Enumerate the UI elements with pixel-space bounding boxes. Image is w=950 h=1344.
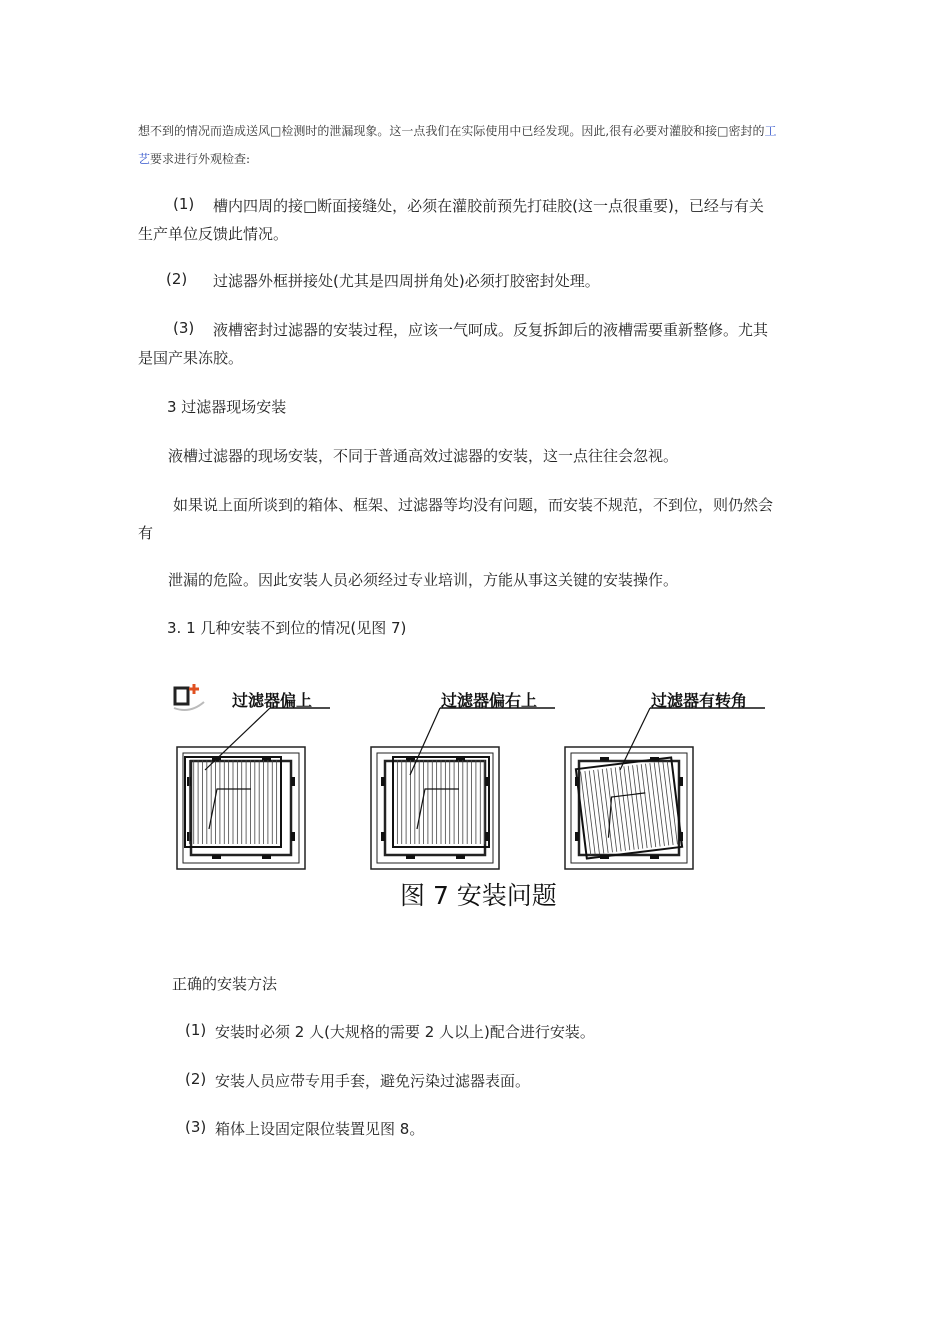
section-3-paragraph-2-line-1: 如果说上面所谈到的箱体、框架、过滤器等均没有问题，而安装不规范，不到位，则仍然会 [173,496,774,514]
item-2-number: (2) [166,270,188,288]
housing-outer [371,747,499,869]
clamp [456,855,465,859]
item-1-number: (1) [173,195,195,213]
clamp [650,855,659,859]
clamp [262,855,271,859]
correct-item-2-text: 安装人员应带专用手套，避免污染过滤器表面。 [215,1072,531,1090]
correct-method-heading: 正确的安装方法 [172,975,278,993]
diagram-1 [177,708,330,869]
clamp [212,855,221,859]
section-3-paragraph-3: 泄漏的危险。因此安装人员必须经过专业培训，方能从事这关键的安装操作。 [168,571,679,589]
clamp [575,832,579,841]
housing-outer [177,747,305,869]
craft-link-part-2[interactable]: 艺 [138,152,151,166]
clamp [291,777,295,786]
intro-line-1-text: 想不到的情况而造成送风□检测时的泄漏现象。这一点我们在实际使用中已经发现。因此,很有必要对灌胶和接□密封的 [138,124,765,138]
intro-line-2-text: 要求进行外观检查: [150,152,251,166]
clamp [600,757,609,761]
correct-item-1-text: 安装时必须 2 人(大规格的需要 2 人以上)配合进行安装。 [215,1023,595,1041]
figure-label-rotated: 过滤器有转角 [651,691,748,710]
figure-label-shifted-upper-right: 过滤器偏右上 [441,691,538,710]
correct-item-1-number: (1) [185,1021,207,1039]
section-3-paragraph-2-line-2: 有 [138,524,154,542]
correct-item-2-number: (2) [185,1070,207,1088]
item-1-line-2: 生产单位反馈此情况。 [138,225,289,243]
correct-item-3-number: (3) [185,1118,207,1136]
item-1-line-1: 槽内四周的接□断面接缝处，必须在灌胶前预先打硅胶(这一点很重要)，已经与有关 [213,197,764,215]
clamp [291,832,295,841]
item-3-line-2: 是国产果冻胶。 [138,349,244,367]
item-3-line-1: 液槽密封过滤器的安装过程，应该一气呵成。反复拆卸后的液槽需要重新整修。尤其 [213,321,769,339]
section-3-1-heading: 3. 1 几种安装不到位的情况(见图 7) [167,619,407,637]
figure-caption: 图 7 安装问题 [400,881,557,910]
section-3-paragraph-1: 液槽过滤器的现场安装，不同于普通高效过滤器的安装，这一点往往会忽视。 [168,447,679,465]
section-3-heading: 3 过滤器现场安装 [167,398,287,416]
item-3-number: (3) [173,319,195,337]
diagram-3 [565,708,765,869]
item-2-line-1: 过滤器外框拼接处(尤其是四周拼角处)必须打胶密封处理。 [213,272,600,290]
craft-link-part-1[interactable]: 工 [764,124,777,138]
clamp [406,855,415,859]
clamp [381,777,385,786]
correct-item-3-text: 箱体上设固定限位装置见图 8。 [215,1120,425,1138]
diagram-2 [371,708,555,869]
clamp [679,777,683,786]
clamp [381,832,385,841]
figure-label-shifted-up: 过滤器偏上 [232,691,313,710]
